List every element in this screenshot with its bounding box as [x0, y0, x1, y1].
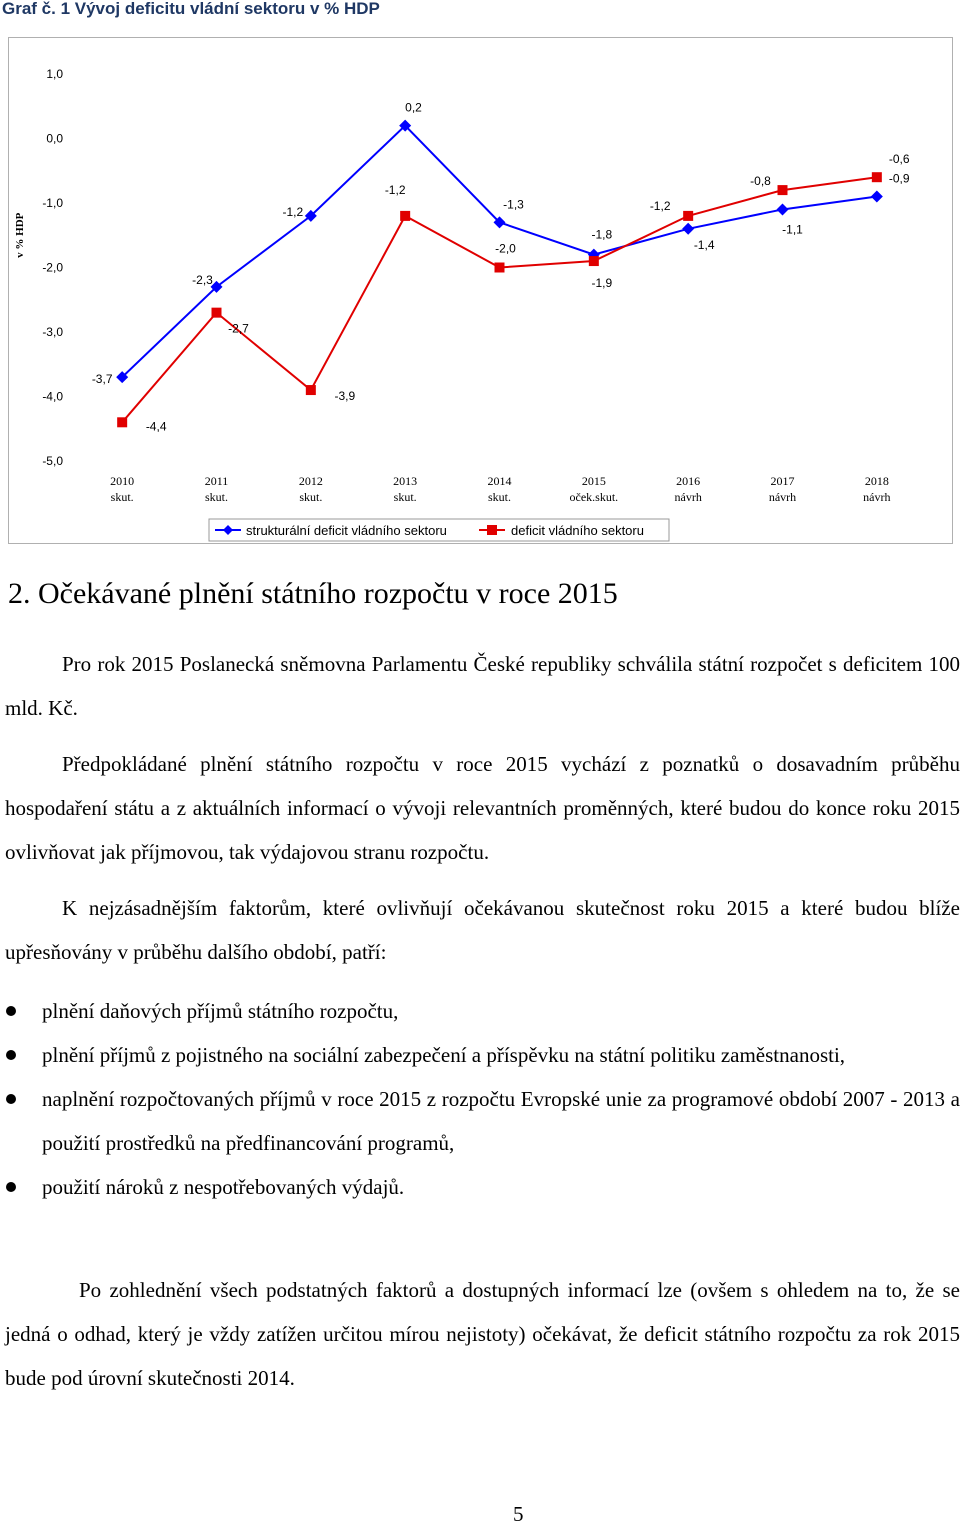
- list-item: [0, 989, 960, 1033]
- x-tick-year: 2015: [581, 474, 606, 488]
- bullet-dot-icon: [6, 1094, 16, 1104]
- x-tick-status: skut.: [299, 490, 323, 504]
- structural-deficit-data-label: -3,7: [91, 372, 113, 387]
- x-tick-status: skut.: [393, 490, 417, 504]
- x-tick-status: skut.: [110, 490, 134, 504]
- x-tick-year: 2010: [110, 474, 135, 488]
- x-tick-year: 2012: [298, 474, 323, 488]
- list-item-text: použití nároků z nespotřebovaných výdajů.: [42, 1175, 405, 1199]
- y-tick-label: 1,0: [46, 67, 63, 81]
- deficit-data-label: -0,6: [888, 152, 910, 167]
- x-tick-year: 2018: [864, 474, 889, 488]
- x-tick-year: 2011: [204, 474, 229, 488]
- deficit-point: [778, 185, 788, 195]
- deficit-point: [117, 417, 127, 427]
- x-tick-status: návrh: [863, 490, 891, 504]
- paragraph-1-text: Pro rok 2015 Poslanecká sněmovna Parlamentu České republiky schválila státní rozpočet s deficitem 100 mld. Kč.: [5, 652, 960, 720]
- structural-deficit-point: [682, 223, 694, 235]
- list-item: [0, 1033, 960, 1077]
- deficit-data-label: -2,0: [495, 241, 516, 256]
- deficit-point: [400, 211, 410, 221]
- paragraph-3-text: K nejzásadnějším faktorům, které ovlivňují očekávanou skutečnost roku 2015 a které budou blíže upřesňovány v průběhu dalšího období, patří:: [5, 896, 960, 964]
- chart-frame: [8, 37, 953, 544]
- legend-label: strukturální deficit vládního sektoru: [246, 523, 447, 538]
- deficit-point: [212, 308, 222, 318]
- y-tick-label: -5,0: [42, 454, 63, 468]
- deficit-point: [589, 256, 599, 266]
- closing-paragraph: [5, 1268, 960, 1400]
- deficit-data-label: -4,4: [145, 419, 167, 434]
- bullet-dot-icon: [6, 1006, 16, 1016]
- section-heading: 2. Očekávané plnění státního rozpočtu v roce 2015: [8, 577, 618, 610]
- list-item-text: naplnění rozpočtovaných příjmů v roce 2015 z rozpočtu Evropské unie za programové období 2007 - 2013 a použití prostředků na předfinancování programů,: [42, 1087, 960, 1155]
- paragraph-2-text: Předpokládané plnění státního rozpočtu v roce 2015 vychází z poznatků o dosavadním průběhu hospodaření státu a z aktuálních informací o vývoji relevantních proměnných, které budou do konce roku 2015 ovlivňovat jak příjmovou, tak výdajovou stranu rozpočtu.: [5, 752, 960, 864]
- paragraph-2: [5, 742, 960, 874]
- x-tick-status: návrh: [674, 490, 702, 504]
- list-item-text: plnění daňových příjmů státního rozpočtu,: [42, 999, 399, 1023]
- y-tick-label: -3,0: [42, 325, 63, 339]
- structural-deficit-data-label: -1,1: [782, 222, 803, 237]
- bullet-dot-icon: [6, 1182, 16, 1192]
- x-tick-year: 2017: [770, 474, 795, 488]
- deficit-point: [872, 172, 882, 182]
- deficit-line-chart: [9, 38, 954, 545]
- structural-deficit-data-label: -2,3: [192, 272, 213, 287]
- y-tick-label: -1,0: [42, 196, 63, 210]
- deficit-point: [495, 263, 505, 273]
- x-tick-year: 2013: [393, 474, 418, 488]
- figure-title: Graf č. 1 Vývoj deficitu vládní sektoru v % HDP: [2, 0, 380, 18]
- deficit-data-label: -3,9: [334, 389, 356, 404]
- structural-deficit-data-label: 0,2: [405, 100, 422, 115]
- bullet-dot-icon: [6, 1050, 16, 1060]
- deficit-point: [306, 385, 316, 395]
- list-item: [0, 1165, 960, 1209]
- legend-label: deficit vládního sektoru: [511, 523, 644, 538]
- factor-list: [0, 989, 960, 1209]
- structural-deficit-data-label: -1,8: [591, 227, 613, 242]
- deficit-data-label: -1,2: [384, 182, 406, 197]
- x-tick-status: skut.: [204, 490, 229, 504]
- y-tick-label: 0,0: [46, 131, 63, 146]
- deficit-data-label: -1,9: [591, 276, 613, 291]
- page-number: 5: [513, 1502, 524, 1526]
- structural-deficit-data-label: -0,9: [888, 171, 910, 186]
- x-tick-status: skut.: [487, 490, 512, 504]
- deficit-point: [683, 211, 693, 221]
- deficit-data-label: -0,8: [750, 174, 771, 189]
- structural-deficit-data-label: -1,3: [503, 197, 524, 212]
- x-tick-status: návrh: [768, 490, 797, 504]
- closing-paragraph-text: Po zohlednění všech podstatných faktorů a dostupných informací lze (ovšem s ohledem na to, že se jedná o odhad, který je vždy zatížen určitou mírou nejistoty) očekávat, že deficit státního rozpočtu za rok 2015 bude pod úrovní skutečnosti 2014.: [5, 1278, 960, 1390]
- structural-deficit-point: [871, 191, 883, 203]
- deficit-data-label: -1,2: [649, 198, 671, 213]
- paragraph-3: [5, 886, 960, 974]
- y-tick-label: -2,0: [42, 260, 63, 275]
- x-tick-year: 2014: [487, 474, 512, 488]
- deficit-data-label: -2,7: [228, 321, 249, 336]
- legend-marker-square: [487, 525, 497, 535]
- y-axis-label: v % HDP: [14, 212, 26, 258]
- structural-deficit-data-label: -1,2: [282, 204, 304, 219]
- list-item-text: plnění příjmů z pojistného na sociální zabezpečení a příspěvku na státní politiku zaměstnanosti,: [42, 1043, 846, 1067]
- structural-deficit-point: [777, 203, 789, 215]
- x-tick-year: 2016: [676, 474, 701, 488]
- x-tick-status: oček.skut.: [569, 490, 619, 504]
- structural-deficit-data-label: -1,4: [693, 237, 715, 252]
- y-tick-label: -4,0: [42, 389, 63, 404]
- paragraph-1: [5, 642, 960, 730]
- list-item: [0, 1077, 960, 1165]
